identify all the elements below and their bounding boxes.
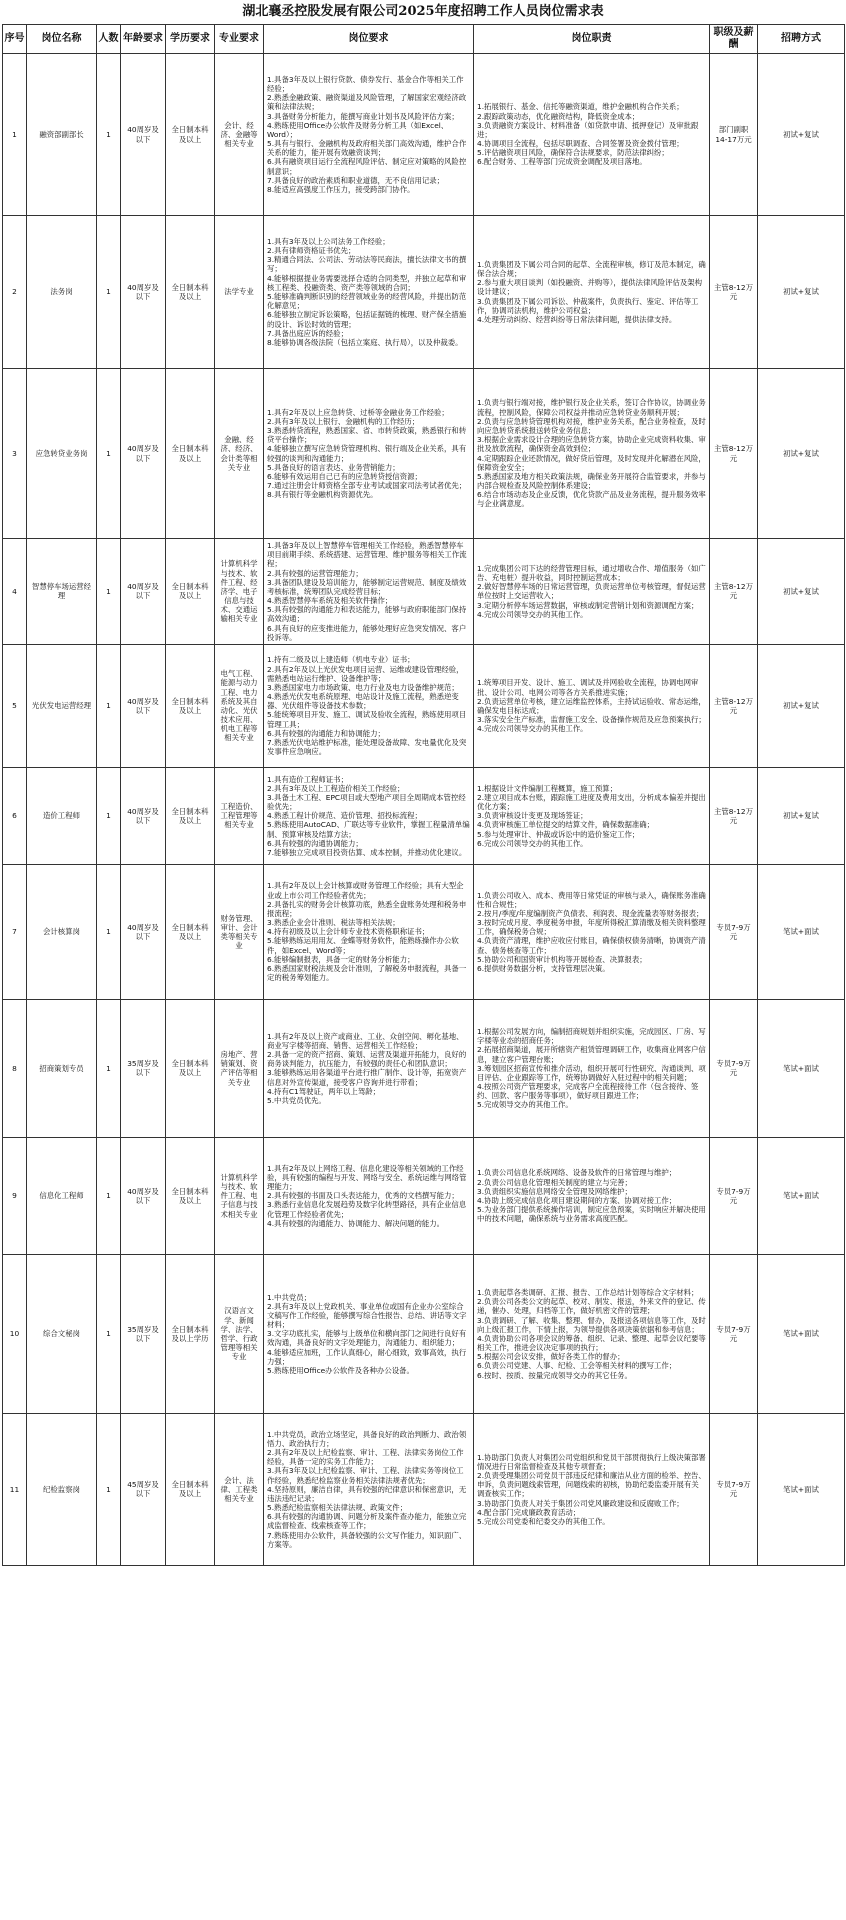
duty-item: 1.负责公司收入、成本、费用等日常凭证的审核与录入，确保账务准确性和合规性；: [477, 890, 706, 909]
duty-item: 2.参与重大项目谈判（如投融资、并购等），提供法律风险评估及架构设计建议；: [477, 278, 703, 297]
recruitment-method: 笔试+面试: [758, 999, 845, 1137]
requirement-item: 1.具备3年及以上银行贷款、债券发行、基金合作等相关工作经验；: [267, 74, 464, 94]
column-header: 岗位名称: [27, 25, 97, 54]
requirement-item: 3.熟悉企业会计准则、税法等相关法规；: [267, 918, 400, 928]
position-name: 应急转贷业务岗: [27, 369, 97, 539]
requirement-item: 8.能够协调各级法院（包括立案庭、执行局），以及仲裁委。: [267, 337, 463, 347]
duty-item: 2.跟踪政策动态，优化融资结构，降低资金成本；: [477, 111, 640, 121]
table-row: [3, 864, 845, 999]
job-requirements: [264, 767, 474, 864]
column-header: 招聘方式: [758, 25, 845, 54]
row-number: 3: [3, 369, 27, 539]
rank-and-salary: 专员7-9万元: [710, 999, 758, 1137]
major-requirement: 会计、法律、工程类相关专业: [215, 1413, 264, 1565]
education-requirement: 全日制本科及以上: [166, 1413, 215, 1565]
duty-item: 1.负责与银行端对接，维护银行及企业关系，签订合作协议，协调业务流程，控制风险，保障公司权益并推动应急转贷业务顺利开展；: [477, 398, 706, 417]
duty-item: 3.按时完成月度、季度税务申报，年度所得税汇算清缴及相关资料整理工作，确保税务合规；: [477, 918, 706, 937]
education-requirement: 全日制本科及以上: [166, 999, 215, 1137]
duty-item: 5.完成公司党委和纪委交办的其他工作。: [477, 1516, 610, 1526]
job-duties: [474, 767, 710, 864]
education-requirement: 全日制本科及以上: [166, 369, 215, 539]
recruitment-method: 笔试+面试: [758, 864, 845, 999]
row-number: 7: [3, 864, 27, 999]
rank-and-salary: 主管8-12万元: [710, 539, 758, 645]
age-requirement: 40周岁及以下: [121, 644, 166, 767]
table-row: [3, 1254, 845, 1413]
headcount: 1: [97, 864, 121, 999]
requirement-item: 1.持有二级及以上建造师（机电专业）证书；: [267, 655, 415, 665]
requirement-item: 1.具有3年及以上公司法务工作经验；: [267, 236, 390, 246]
requirement-item: 7.通过注册会计师资格全部专业考试或国家司法考试者优先；: [267, 481, 467, 491]
duty-item: 4.负责审核施工单位提交的结算文件，确保数据准确；: [477, 820, 655, 830]
rank-and-salary: 专员7-9万元: [710, 1254, 758, 1413]
recruitment-method: 笔试+面试: [758, 1413, 845, 1565]
requirement-item: 3.具有3年及以上纪检监察、审计、工程、法律实务等岗位工作经验，熟悉纪检监察业务相关法律法规者优先；: [267, 1466, 464, 1485]
table-row: [3, 216, 845, 369]
row-number: 2: [3, 216, 27, 369]
requirement-item: 2.具备扎实的财务会计核算功底，熟悉全盘账务处理和税务申报流程；: [267, 899, 467, 918]
row-number: 4: [3, 539, 27, 645]
requirement-item: 7.能够独立完成项目投资估算、成本控制，并推动优化建议。: [267, 847, 467, 857]
requirement-item: 2.具有3年及以上银行、金融机构的工作经历；: [267, 416, 420, 426]
requirement-item: 2.熟悉金融政策、融资渠道及风险管理，了解国家宏观经济政策和法律法规；: [267, 93, 467, 112]
headcount: 1: [97, 1413, 121, 1565]
job-requirements: [264, 216, 474, 369]
requirement-item: 7.熟练使用办公软件，具备较强的公文写作能力，知识面广、方案等。: [267, 1530, 467, 1549]
job-duties: [474, 539, 710, 645]
duty-item: 6.按时、按质、按量完成领导交办的其它任务。: [477, 1370, 632, 1380]
duty-item: 1.统筹项目开发、设计、施工、调试及并网验收全流程，协调电网审批、设计公司、电网公司等各方关系推进实施；: [477, 678, 699, 697]
duty-item: 1.协助部门负责人对集团公司党组织和党员干部贯彻执行上级决策部署情况进行日常监督检查及其他专项督查；: [477, 1452, 706, 1471]
requirement-item: 5.熟悉纪检监察相关法律法规、政策文件；: [267, 1503, 408, 1513]
education-requirement: 全日制本科及以上学历: [166, 1254, 215, 1413]
major-requirement: 房地产、营销策划、资产评估等相关专业: [215, 999, 264, 1137]
duty-item: 3.负责调研、了解、收集、整理、督办，及报送各项信息等工作，及时向上级汇报工作，下情上报，为领导提供各项决策依据和参考信息；: [477, 1315, 706, 1334]
duty-item: 5.完成领导交办的其他工作。: [477, 1100, 573, 1110]
recruitment-method: 初试+复试: [758, 767, 845, 864]
requirement-item: 2.具有较强的书面及口头表达能力，优秀的文档撰写能力；: [267, 1191, 459, 1201]
job-duties: [474, 864, 710, 999]
requirement-item: 5.熟练使用Office办公软件及各种办公设备。: [267, 1365, 414, 1375]
requirement-item: 6.具有较强的沟通能力和协调能力；: [267, 728, 385, 738]
rank-and-salary: 专员7-9万元: [710, 1413, 758, 1565]
duty-item: 4.按照公司资产管理要求，完成客户全流程接待工作（包含接待、签约、回款、客户服务等事项），做好项目跟进工作；: [477, 1082, 699, 1101]
requirement-item: 2.具有2年及以上纪检监察、审计、工程、法律实务岗位工作经验，具备一定的实务工作能力；: [267, 1448, 464, 1467]
requirement-item: 1.具备3年及以上智慧停车管理相关工作经验，熟悉智慧停车项目前期手续、系统搭建、运营管理、维护服务等相关工作流程；: [267, 541, 467, 569]
requirement-item: 1.具有2年及以上会计核算或财务管理工作经验；具有大型企业或上市公司工作经验者优先；: [267, 881, 464, 900]
job-requirements: [264, 864, 474, 999]
requirement-item: 2.具有3年及以上党政机关、事业单位或国有企业办公室综合文稿写作工作经验，能够撰写综合性报告、总结、讲话等文字材料；: [267, 1301, 467, 1330]
table-row: [3, 1137, 845, 1254]
rank-and-salary: 专员7-9万元: [710, 864, 758, 999]
table-row: [3, 767, 845, 864]
duty-item: 1.拓展银行、基金、信托等融资渠道，维护金融机构合作关系；: [477, 102, 684, 112]
job-requirements-table: [2, 24, 845, 1566]
requirement-item: 6.具有较强的沟通协调能力；: [267, 838, 363, 848]
duty-item: 6.完成公司领导交办的其他工作。: [477, 838, 588, 848]
requirement-item: 7.具备出庭应诉的经验；: [267, 328, 348, 338]
education-requirement: 全日制本科及以上: [166, 767, 215, 864]
duty-item: 2.拓展招商渠道，展开所辖资产租赁管理调研工作，收集商业网客户信息，建立客户管理台账；: [477, 1045, 706, 1064]
headcount: 1: [97, 54, 121, 216]
requirement-item: 5.具备良好的语言表达、业务营销能力；: [267, 462, 400, 472]
position-name: 招商策划专员: [27, 999, 97, 1137]
requirement-item: 4.具有较强的沟通能力、协调能力、解决问题的能力。: [267, 1218, 445, 1228]
position-name: 纪检监察岗: [27, 1413, 97, 1565]
job-duties: [474, 1413, 710, 1565]
requirement-item: 2.具备一定的资产招商、策划、运营及渠道开拓能力，良好的商务谈判能力，抗压能力，有较强的责任心和团队意识；: [267, 1050, 467, 1069]
table-row: [3, 369, 845, 539]
education-requirement: 全日制本科及以上: [166, 216, 215, 369]
duty-item: 5.评估融资项目风险，确保符合法规要求，防范法律纠纷；: [477, 148, 669, 158]
age-requirement: 40周岁及以下: [121, 767, 166, 864]
job-requirements: [264, 999, 474, 1137]
major-requirement: 法学专业: [215, 216, 264, 369]
job-requirements: [264, 539, 474, 645]
headcount: 1: [97, 767, 121, 864]
requirement-item: 2.具有较强的运营管理能力；: [267, 568, 363, 578]
table-row: [3, 644, 845, 767]
age-requirement: 35周岁及以下: [121, 999, 166, 1137]
row-number: 10: [3, 1254, 27, 1413]
requirement-item: 5.能够准确判断识别的经营领域业务的经营风险，并提出防范化解意见；: [267, 292, 467, 311]
requirement-item: 3.具备财务分析能力，能撰写商业计划书及风险评估方案；: [267, 111, 459, 121]
rank-and-salary: 部门副职14-17万元: [710, 54, 758, 216]
requirement-item: 5.具有与银行、金融机构及政府相关部门高效沟通，维护合作关系的能力，能开展有效融资谈判；: [267, 139, 467, 158]
row-number: 5: [3, 644, 27, 767]
education-requirement: 全日制本科及以上: [166, 864, 215, 999]
requirement-item: 5.熟练使用AutoCAD、广联达等专业软件，掌握工程量清单编制、预算审核及结算方法；: [267, 820, 470, 839]
column-header: 岗位要求: [264, 25, 474, 54]
position-name: 信息化工程师: [27, 1137, 97, 1254]
requirement-item: 1.具有2年及以上资产或商业、工业、众创空间、孵化基地、商业写字楼等招商、销售、运营相关工作经验；: [267, 1031, 464, 1050]
column-header: 专业要求: [215, 25, 264, 54]
requirement-item: 2.具有3年及以上工程造价相关工作经验；: [267, 783, 405, 793]
duty-item: 4.定期跟踪企业还款情况，做好贷后管理，及时发现并化解潜在风险，保障资金安全；: [477, 453, 706, 472]
major-requirement: 计算机科学与技术、软件工程、经济学、电子信息与技术、交通运输相关专业: [215, 539, 264, 645]
duty-item: 5.为业务部门提供系统操作培训，制定应急预案，实时响应并解决使用中的技术问题，确保系统与业务需求高度匹配。: [477, 1205, 706, 1224]
recruitment-method: 初试+复试: [758, 54, 845, 216]
age-requirement: 45周岁及以下: [121, 1413, 166, 1565]
headcount: 1: [97, 1137, 121, 1254]
job-requirements: [264, 54, 474, 216]
table-row: [3, 1413, 845, 1565]
rank-and-salary: 主管8-12万元: [710, 767, 758, 864]
requirement-item: 6.能够有效运用自己已有的应急转贷授信资源；: [267, 471, 422, 481]
requirement-item: 3.具备团队建设及培训能力，能够制定运营规范、制度及绩效考核标准，统筹团队完成经营目标；: [267, 577, 467, 596]
requirement-item: 6.能够独立制定诉讼策略，包括证据链的梳理、财产保全措施的设计、诉讼时效的管理；: [267, 310, 467, 329]
requirement-item: 6.能够编制报表，具备一定的财务分析能力；: [267, 954, 415, 964]
requirement-item: 6.具有较强的沟通协调、问题分析及案件查办能力，能独立完成监督检查、线索核查等工作；: [267, 1512, 467, 1531]
requirement-item: 1.中共党员，政治立场坚定，具备良好的政治判断力、政治领悟力、政治执行力；: [267, 1429, 467, 1448]
document-title: 湖北襄丞控股发展有限公司2025年度招聘工作人员岗位需求表: [242, 4, 604, 19]
age-requirement: 40周岁及以下: [121, 54, 166, 216]
requirement-item: 4.熟练使用Office办公软件及财务分析工具（如Excel、Word）；: [267, 120, 449, 139]
position-name: 智慧停车场运营经理: [27, 539, 97, 645]
duty-item: 1.负责公司信息化系统网络、设备及软件的日常管理与维护；: [477, 1168, 677, 1178]
duty-item: 2.建立项目成本台账，跟踪施工进度及费用支出，分析成本偏差并提出优化方案；: [477, 792, 706, 812]
duty-item: 4.负责资产清理，维护应收应付账目，确保债权债务清晰，协调资产清查、债务核查等工作；: [477, 936, 706, 955]
requirement-item: 4.能够根据提业务需要选择合适的合同类型，并独立起草和审核工程类、投融资类、资产类等领域的合同；: [267, 273, 467, 292]
requirement-item: 1.具有2年及以上应急转贷、过桥等金融业务工作经验；: [267, 407, 449, 417]
duty-item: 4.完成公司领导交办的其他工作。: [477, 724, 588, 734]
requirement-item: 8.具有银行等金融机构资源优先。: [267, 490, 378, 500]
position-name: 造价工程师: [27, 767, 97, 864]
duty-item: 5.参与处理审计、仲裁或诉讼中的造价鉴定工作；: [477, 829, 640, 839]
duty-item: 3.定期分析停车场运营数据，审核或制定营销计划和资源调配方案；: [477, 600, 699, 610]
position-name: 融资部副部长: [27, 54, 97, 216]
duty-item: 3.落实安全生产标准，监督施工安全、设备操作规范及应急预案执行；: [477, 715, 706, 725]
duty-item: 2.做好智慧停车场的日常运营管理，负责运营单位考核管理，督促运营单位按时上交运营收入；: [477, 582, 706, 601]
row-number: 1: [3, 54, 27, 216]
headcount: 1: [97, 216, 121, 369]
duty-item: 3.负责集团及下属公司诉讼、仲裁案件，负责执行、鉴定、评估等工作，协调司法机构，维护公司权益；: [477, 296, 699, 315]
job-duties: [474, 1254, 710, 1413]
requirement-item: 6.熟悉国家财税法规及会计准则，了解税务申报流程，具备一定的税务筹划能力。: [267, 963, 467, 983]
major-requirement: 计算机科学与技术、软件工程、电子信息与技术相关专业: [215, 1137, 264, 1254]
duty-item: 2.负责公司信息化管理相关制度的建立与完善；: [477, 1177, 632, 1187]
table-row: [3, 54, 845, 216]
duty-item: 2.负责受理集团公司党员干部违反纪律和廉洁从业方面的检举、控告、申诉，负责问题线索管理，问题线索的初核，协助纪委监委开展有关调查核实工作；: [477, 1471, 706, 1499]
requirement-item: 2.具有律师资格证书优先；: [267, 246, 356, 256]
rank-and-salary: 主管8-12万元: [710, 216, 758, 369]
headcount: 1: [97, 539, 121, 645]
age-requirement: 35周岁及以下: [121, 1254, 166, 1413]
requirement-item: 4.能够独立撰写应急转贷管理机构、银行端及企业关系，具有较强的谈判和沟通能力；: [267, 444, 467, 463]
requirement-item: 3.能够熟练运用各渠道平台进行推广制作、设计等，拓宽资产信息对外宣传渠道，接受客户咨询并进行带看；: [267, 1068, 467, 1087]
duty-item: 1.根据公司发展方向，编制招商规划并组织实施，完成园区、厂房、写字楼等业态的招商任务；: [477, 1027, 706, 1046]
job-duties: [474, 216, 710, 369]
requirement-item: 3.熟悉转贷流程，熟悉国家、省、市转贷政策，熟悉银行和转贷平台操作；: [267, 425, 467, 445]
job-requirements: [264, 1137, 474, 1254]
requirement-item: 3.熟悉国家电力市场政策、电力行业及电力设备维护规范；: [267, 682, 459, 692]
age-requirement: 40周岁及以下: [121, 864, 166, 999]
requirement-item: 2.具有2年及以上光伏发电项目运营、运维或建设管理经验，需熟悉电站运行维护、设备维护等；: [267, 664, 464, 683]
requirement-item: 1.具有2年及以上网络工程、信息化建设等相关领域的工作经验，具有较强的编程与开发、网络与安全、系统运维与网络管理能力；: [267, 1163, 467, 1192]
job-duties: [474, 369, 710, 539]
duty-item: 2.负责公司各类公文的起草、校对、制发、报送，外来文件的登记、传递，催办、处理，归档等工作，做好机密文件的管理；: [477, 1297, 706, 1316]
job-requirements: [264, 369, 474, 539]
duty-item: 6.结合市场动态及企业反馈，优化贷款产品及业务流程，提升服务效率与企业满意度。: [477, 490, 706, 509]
major-requirement: 财务管理、审计、会计类等相关专业: [215, 864, 264, 999]
age-requirement: 40周岁及以下: [121, 369, 166, 539]
duty-item: 4.配合部门完成廉政教育活动；: [477, 1507, 581, 1517]
column-header: 人数: [97, 25, 121, 54]
duty-item: 4.处理劳动纠纷、经营纠纷等日常法律问题，提供法律支持。: [477, 314, 677, 324]
requirement-item: 5.中共党员优先。: [267, 1095, 326, 1105]
position-name: 光伏发电运营经理: [27, 644, 97, 767]
requirement-item: 4.坚持原则，廉洁自律，具有较强的纪律意识和保密意识，无违法违纪记录；: [267, 1484, 467, 1503]
education-requirement: 全日制本科及以上: [166, 644, 215, 767]
major-requirement: 会计、经济、金融等相关专业: [215, 54, 264, 216]
job-requirements: [264, 644, 474, 767]
education-requirement: 全日制本科及以上: [166, 54, 215, 216]
job-duties: [474, 1137, 710, 1254]
duty-item: 3.负责审核设计变更及现场签证；: [477, 811, 588, 821]
duty-item: 3.筹划园区招商宣传和推介活动，组织开展可行性研究、沟通谈判、项目评估、企业跟踪等工作，统筹协调做好入驻过程中的相关问题；: [477, 1063, 706, 1082]
age-requirement: 40周岁及以下: [121, 216, 166, 369]
position-name: 法务岗: [27, 216, 97, 369]
requirement-item: 6.具有融资项目运行全流程风险评估、制定应对策略的风险控制意识；: [267, 157, 467, 176]
table-row: [3, 999, 845, 1137]
duty-item: 6.配合财务、工程等部门完成资金调配及项目落地。: [477, 157, 647, 167]
duty-item: 5.根据公司会议安排，做好各类工作的督办；: [477, 1352, 625, 1362]
duty-item: 3.负责融资方案设计、材料准备（如贷款申请、抵押登记）及审批跟进；: [477, 120, 699, 139]
requirement-item: 5.能统筹项目开发、施工、调试及验收全流程，熟练使用项目管理工具；: [267, 710, 467, 729]
age-requirement: 40周岁及以下: [121, 539, 166, 645]
duty-item: 6.提供财务数据分析，支持管理层决策。: [477, 963, 610, 973]
requirement-item: 3.具备土木工程、EPC项目或大型地产项目全周期成本管控经验优先；: [267, 792, 466, 812]
table-header-row: [3, 25, 845, 54]
requirement-item: 7.具备良好的政治素质和职业道德，无不良信用记录；: [267, 175, 445, 185]
requirement-item: 4.熟悉智慧停车系统及相关软件操作；: [267, 596, 393, 606]
duty-item: 1.负责起草各类调研、汇报、报告、工作总结计划等综合文字材料；: [477, 1288, 699, 1298]
duty-item: 4.协调项目全流程，包括尽职调查、合同签署及资金拨付管理；: [477, 139, 684, 149]
education-requirement: 全日制本科及以上: [166, 1137, 215, 1254]
column-header: 职级及薪酬: [710, 25, 758, 54]
major-requirement: 工程造价、工程管理等相关专业: [215, 767, 264, 864]
duty-item: 3.根据企业需求设计合理的应急转贷方案，协助企业完成资料收集、审批及放款流程，确保资金高效到位；: [477, 435, 706, 454]
duty-item: 2.负责与应急转贷管理机构对接，维护业务关系，配合业务检查，及时向应急转贷系统报送转贷业务信息；: [477, 416, 706, 435]
column-header: 学历要求: [166, 25, 215, 54]
requirement-item: 3.精通合同法、公司法、劳动法等民商法，擅长法律文书的撰写；: [267, 255, 467, 274]
requirement-item: 5.具有较强的沟通能力和表达能力，能够与政府职能部门保持高效沟通；: [267, 605, 467, 624]
job-duties: [474, 644, 710, 767]
recruitment-method: 笔试+面试: [758, 1137, 845, 1254]
row-number: 8: [3, 999, 27, 1137]
headcount: 1: [97, 999, 121, 1137]
age-requirement: 40周岁及以下: [121, 1137, 166, 1254]
headcount: 1: [97, 1254, 121, 1413]
recruitment-method: 初试+复试: [758, 216, 845, 369]
headcount: 1: [97, 644, 121, 767]
requirement-item: 6.具有良好的应变推进能力，能够处理好应急突发情况、客户投诉等。: [267, 623, 467, 642]
duty-item: 3.协助部门负责人对关于集团公司党风廉政建设和反腐败工作；: [477, 1498, 684, 1508]
headcount: 1: [97, 369, 121, 539]
duty-item: 1.负责集团及下属公司合同的起草、全流程审核，修订及范本制定，确保合法合规；: [477, 259, 706, 279]
rank-and-salary: 主管8-12万元: [710, 644, 758, 767]
duty-item: 1.根据设计文件编制工程概算，施工预算；: [477, 783, 618, 793]
duty-item: 5.协助公司和国资审计机构等开展检查、决算报表；: [477, 954, 647, 964]
job-duties: [474, 999, 710, 1137]
requirement-item: 1.中共党员；: [267, 1292, 312, 1302]
duty-item: 6.负责公司党建、人事、纪检、工会等相关材料的撰写工作；: [477, 1361, 677, 1371]
requirement-item: 5.能够熟练运用用友、金蝶等财务软件，能熟练操作办公软件，如Excel、Word等；: [267, 936, 459, 955]
position-name: 综合文秘岗: [27, 1254, 97, 1413]
duty-item: 1.完成集团公司下达的经营管理目标，通过增收合作、增值服务（如广告、充电桩）提升收益，同时控制运营成本；: [477, 563, 706, 583]
row-number: 9: [3, 1137, 27, 1254]
requirement-item: 4.熟悉光伏发电系统原理、电站设计及施工流程，熟悉逆变器、光伏组件等设备技术参数；: [267, 692, 459, 711]
row-number: 6: [3, 767, 27, 864]
requirement-item: 4.能够适应加班，工作认真细心，耐心细致，致事高效，执行力强；: [267, 1347, 467, 1366]
duty-item: 2.负责运营单位考核，建立运维监控体系，主持试运验收、常态运维，确保发电目标达成；: [477, 696, 706, 715]
major-requirement: 汉语言文学、新闻学、法学、哲学、行政管理等相关专业: [215, 1254, 264, 1413]
duty-item: 4.协助上级完成信息化项目建设期间的方案、协调对接工作；: [477, 1195, 677, 1205]
job-requirements: [264, 1254, 474, 1413]
requirement-item: 3.文字功底扎实，能够与上级单位和横向部门之间进行良好有效沟通，具备良好的文字处理能力，沟通能力、组织能力；: [267, 1329, 467, 1348]
duty-item: 2.按月/季度/年度编制资产负债表、利润表、现金流量表等财务报表；: [477, 908, 704, 918]
job-duties: [474, 54, 710, 216]
row-number: 11: [3, 1413, 27, 1565]
major-requirement: 金融、经济、经济、会计类等相关专业: [215, 369, 264, 539]
column-header: 序号: [3, 25, 27, 54]
requirement-item: 4.熟悉工程计价规范、造价管理、招投标流程；: [267, 811, 422, 821]
major-requirement: 电气工程、能源与动力工程、电力系统及其自动化、光伏技术应用、机电工程等相关专业: [215, 644, 264, 767]
recruitment-method: 初试+复试: [758, 644, 845, 767]
education-requirement: 全日制本科及以上: [166, 539, 215, 645]
requirement-item: 1.具有造价工程师证书；: [267, 774, 348, 784]
requirement-item: 4.持有C1驾驶证，两年以上驾龄；: [267, 1086, 380, 1096]
recruitment-method: 初试+复试: [758, 539, 845, 645]
duty-item: 3.负责组织实施信息网络安全管理及网络维护；: [477, 1186, 632, 1196]
column-header: 年龄要求: [121, 25, 166, 54]
requirement-item: 8.能适应高强度工作压力，接受跨部门协作。: [267, 184, 415, 194]
table-row: [3, 539, 845, 645]
duty-item: 5.熟悉国家及地方相关政策法规，确保业务开展符合监管要求，并参与内部合规检查及风险控制体系建设；: [477, 471, 706, 491]
rank-and-salary: 专员7-9万元: [710, 1137, 758, 1254]
job-requirements: [264, 1413, 474, 1565]
rank-and-salary: 主管8-12万元: [710, 369, 758, 539]
duty-item: 4.负责协助公司各项会议的筹备、组织、记录、整理、起草会议纪要等相关工作，推进会议决定事项的执行；: [477, 1333, 706, 1353]
requirement-item: 4.持有初级及以上会计师专业技术资格职称证书；: [267, 927, 430, 937]
column-header: 岗位职责: [474, 25, 710, 54]
requirement-item: 7.熟悉光伏电站维护标准，能处理设备故障、发电量优化及突发事件应急响应。: [267, 737, 467, 757]
position-name: 会计核算岗: [27, 864, 97, 999]
requirement-item: 3.熟悉行业信息化发展趋势及数字化转型路径，具有企业信息化管理工作经验者优先；: [267, 1200, 467, 1219]
recruitment-method: 初试+复试: [758, 369, 845, 539]
duty-item: 4.完成公司领导交办的其他工作。: [477, 609, 588, 619]
recruitment-method: 笔试+面试: [758, 1254, 845, 1413]
